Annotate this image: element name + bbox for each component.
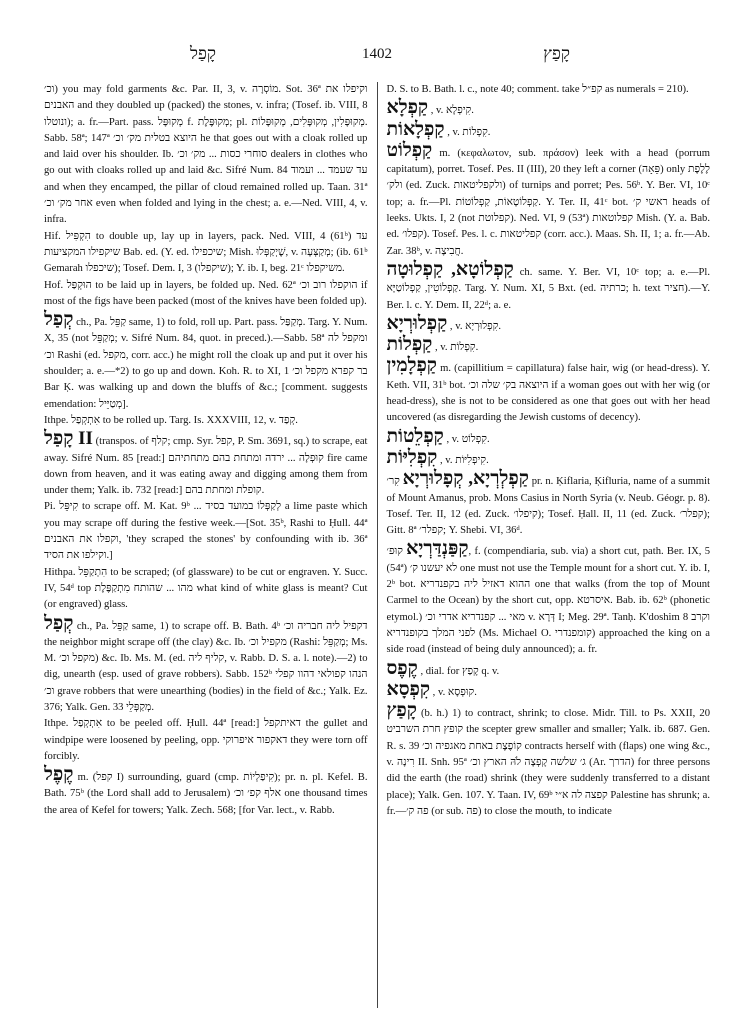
entry-definition: , dial. for קָפַץ q. v. [417, 665, 500, 677]
entry-paragraph: Pi. קִיפֵּל to scrape off. M. Kat. 9ᵇ ... לְקַפְּלוֹ במועד בסיד a lime paste which you may scrape off during the festive week.—[Sot. 35ᵇ, Rashi to Ḥull. 44ª וקפלו את האבנים, 'they scraped the stones' by confounding with ib. 36ª וקילפו את הסיד.] [44, 501, 368, 562]
entry-headword: קִפְסָא [386, 678, 431, 700]
dictionary-entry [387, 469, 711, 539]
entry-definition: , v. קִיפְלִיּוֹת. [437, 454, 489, 466]
entry-headword: קָפַץ [386, 700, 417, 722]
right-column [377, 82, 711, 1008]
entry-definition: ch., Pa. קַפֵּל same, 1) to scrape off. B. Bath. 4ᵇ דקפיל ליה חבריה וכ׳ the neighbor might scrape off (the clay) &c. Ib. מקפיל וכ׳ (Rashi: מְקַפֵּל; Ms. M. מקפל וכ׳) &c. Ib. Ms. M. (ed. קליף ליה, v. Rabb. D. S. a. l. note).—2) to dig, unearth (esp. used of grave robbers). Sabb. 152ᵇ הנהו קפולאי דהוו קפלי וכ׳ grave robbers that were unearthing (bodies) in the field of &c.; Yalk. Ez. 376; Yalk. Gen. 33 מְקַפְּלֵי. [44, 620, 368, 713]
entry-definition: , v. קִפְלוֹט. [443, 433, 490, 445]
dictionary-entry [387, 701, 711, 820]
dictionary-entry [387, 680, 711, 701]
entry-headword: קַפְלָמִין [386, 355, 437, 377]
entry-headword: קַפְלְרְיָא, קְפָלוּרְיָא [402, 468, 529, 490]
page-number: 1402 [362, 46, 392, 62]
entry-headword: קָפַל II [44, 428, 93, 450]
dictionary-entry [44, 310, 368, 413]
dictionary-entry [387, 427, 711, 448]
entry-paragraph: Ithpe. אִתְקְפַל to be peeled off. Ḥull. 44ª [read:] דאיתקפל the gullet and windpipe were loosened by peeling, opp. דאקפור איפרוקי they were torn off forcibly. [44, 718, 368, 762]
dictionary-entry [44, 429, 368, 499]
entry-definition: ch., Pa. קַפֵּל same, 1) to fold, roll up. Part. pass. מְקַפַּל. Targ. Y. Num. X, 35 (not מְקַפֵּל; v. Sifré Num. 84, quot. in preced.).—Sabb. 58ª ומקפל לה וכ׳ Rashi (ed. מקפל, corr. acc.) he might roll the cloak up and put it over his shoulder; a. e.—*2) to go up and down. Koh. R. to XI, 1 בר קפרא מקפל וכ׳ Bar Ḳ. was walking up and down the bluffs of &c.; [comment. suggests emendation: מְטַיֵּיל]. [44, 317, 368, 410]
entry-definition: קוּפ׳, f. (compendiaria, sub. via) a short cut, path. Ber. IX, 5 (54ª) לא יעשנו ק׳ one must not use the Temple mount for a short cut. Y. ib. I, 2ᵇ bot. ההוא דאזיל ליה בקפנדריא one that walks (from the top of Mount Carmel to the Ocean) by the short cut, opp. איסרטא. Bab. ib. 62ᵇ (phonetic etymol.) מאי ... קפנדריא אדרי וכ׳ v. דְּרָא I; Meg. 29ª. Tanḥ. K'doshim 8 וקרב לפני המלך בקופנדריא (Ms. Michael O. קומפנדרי) approached the king on a side road (instead of being duly announced); a. fr. [386, 546, 710, 656]
entry-headword: קֶפֶל [44, 764, 74, 786]
entry-paragraph: וכ׳) you may fold garments &c. Par. II, 3, v. מוֹסְרָה. Sot. 36ª וקיפלו את האבנים and they doubled up (packed) the stones, v. infra; (Tosef. ib. VIII, 8 ונוטלו); a. fr.—Part. pass. מְקוּפָּל f. מְקוּפֶּלֶת; pl. מְקוּפָּלִין, מְקוּפָּלִים, מְקוּפָּלוֹת. Sabb. 58ª; 147ª היוצא בטלית מק׳ וכ׳ he that goes out with a cloak rolled up and laid over his shoulder. Ib. סוחרי כסות ... מק׳ וכ׳ dealers in clothes who go out with cloaks rolled up and laid &c. Sifré Num. 84 עד שעמד ... ועמוד and when they encamped, the pillar of cloud remained rolled up. Taan. 31ª אחר מק׳ וכ׳ even when folded and lying in the chest; a. e.—Ned. VIII, 4, v. infra. [44, 84, 368, 226]
entry-definition: m. (capillitium = capillatura) false hair, wig (or head-dress). Y. Keth. VII, 31ᵇ bot. היוצאה בק׳ שלה וכ׳ if a woman goes out with her wig (or head-dress), she is not to be considered as one that goes out with her head uncovered (as disregarding the Jewish customs of decency). [386, 363, 710, 424]
dictionary-entry [387, 141, 711, 260]
entry-definition: m. (קפל I) surrounding, guard (cmp. קִיפַלְיוֹת); pr. n. pl. Kefel. B. Bath. 75ᵇ (the Lord shall add to Jerusalem) אלף קפ׳ וכ׳ one thousand times the area of Kefel for towers; Yalk. Zech. 568; [for Var. lect., v. Rabb. [44, 772, 368, 816]
entry-definition: , v. קִפְלוֹת. [444, 126, 491, 138]
entry-headword: קַפְלוֹת [386, 334, 433, 356]
entry-headword: קַפְלֵטוֹת [386, 425, 444, 447]
entry-headword: קַפַּנְדַּרְיָא [406, 538, 469, 560]
dictionary-entry [387, 335, 711, 356]
entry-headword: קַפְלָא [386, 97, 429, 119]
dictionary-entry [387, 98, 711, 119]
page-header [44, 44, 710, 68]
left-running-headword: קָפַל [190, 44, 216, 63]
left-column [44, 82, 377, 1008]
entry-definition: (transpos. of קלף; cmp. Syr. קפל, P. Sm. 3691, sq.) to scrape, eat away. Sifré Num. 85 [read:] קוּפְלָה ... ירדה ומתחת בהם מתחתיהם fire came down from heaven, and it was eating away and digging among them from under them; Yalk. ib. 732 [read:] קופלת ומחתת בהם. [44, 436, 368, 497]
dictionary-entry [387, 260, 711, 314]
dictionary-entry [387, 120, 711, 141]
entry-headword: קַפְלוֹטָא, קַפְלוּטָה [386, 258, 514, 280]
entry-definition: (b. h.) 1) to contract, shrink; to close. Midr. Till. to Ps. XXII, 20 קופץ חרת השרביט the scepter grew smaller and smaller; Yalk. ib. 687. Gen. R. s. 39 קוֹפֶצֶת באחת מאגפיה וכ׳ contracts herself with (flaps) one wing &c., v. רִינָה II. Snh. 95ª ג׳ שלשה קָפְצָה לֹהּ הארץ וכ׳ (Ar. הדרך) for three persons did the earth (the road) shrink (they were suddenly transferred to a distant place); Yalk. Gen. 107. Y. Taan. IV, 69ᵇ קפצה לה א״י Palestine has shrunk; a. fr.—פה ק׳ (or sub. פה) to close the mouth, to indicate [386, 708, 710, 817]
entry-headword: קַפְלוֹט [386, 139, 433, 161]
entry-definition: , v. קִיפְלָא. [428, 105, 474, 117]
entry-headword: קֶפֶס [386, 657, 418, 679]
dictionary-entry [387, 539, 711, 658]
dictionary-entry [387, 659, 711, 680]
entry-definition: , v. קוּפְסָא. [430, 686, 477, 698]
entry-paragraph: Hif. הִקְפִּיל to double up, lay up in layers, pack. Ned. VIII, 4 (61ᵇ) עד שיקפילו המקציעות Bab. ed. (Y. ed. שיכפילו; Mish. שֶׁיְקַפְּלוּ, v. מְקַצְּעָה; (ib. 61ᵇ Gemarah שיכפלו); Tosef. Dem. I, 3 (שיקפלו); Y. ib. I, beg. 21ᶜ משיקפלו. [44, 230, 368, 275]
entry-definition: , v. קִפְלוּרְיָא. [447, 320, 502, 332]
dictionary-entry [387, 356, 711, 426]
entry-headword: קְפַל [44, 309, 74, 331]
entry-paragraph: Ithpe. אִתְקְפַל to be rolled up. Targ. Is. XXXVIII, 12, v. קְפַד. [44, 414, 298, 426]
entry-headword: קַפְלוּרְיָא [386, 312, 448, 334]
entry-definition: ch. same. Y. Ber. VI, 10ᶜ top; a. e.—Pl. קַפְלוֹטִין, קַפְלוֹטַיָּא. Targ. Y. Num. XI, 5 Bxt. (ed. כרתיה; h. text חציר).—Y. Ber. l. c. Y. Dem. II, 22ᵈ; a. e. [386, 266, 710, 311]
entry-definition: m. (κεφαλωτον, sub. πράσον) leek with a head (porrum capitatum), porret. Tosef. Pes. II (III), 20 they left a corner (פֵּאָה) only לֶלֶפֶת ולק׳ (ed. Zuck. ולקפליטאות) of turnips and porret; Pes. 56ᵇ. Y. Ber. VI, 10ᶜ top; a. fr.—Pl. קַפְלוֹטָאוֹת, קַפְלוֹטוֹת. Y. Ter. II, 41ᶜ bot. ראשי ק׳ heads of leeks. Ukts. I, 2 (not קפלוטת). Ned. VI, 9 (53ª) קפלוטאות Mish. (Y. a. Bab. ed. קפלו׳). Tosef. Pes. l. c. קפליטאות (corr. acc.). Maas. Sh. II, 1; a. fr.—Ab. Zar. 38ᵇ, v. חֲבִיצָה. [386, 147, 710, 257]
dictionary-entry [387, 448, 711, 469]
entry-paragraph: Hof. הוּקְפַּל to be laid up in layers, be folded up. Ned. 62ª הוקפלו רוב וכ׳ if most of the figs have been packed (most of the knives have been folded up). [44, 279, 368, 307]
entry-headword: קְפַל [44, 612, 74, 634]
dictionary-entry [44, 614, 368, 717]
dictionary-entry [44, 765, 368, 819]
two-column-body [44, 82, 710, 1008]
entry-headword: קִפְלִיּוֹת [386, 446, 438, 468]
right-running-headword: קָפַץ [543, 44, 570, 63]
entry-paragraph: Hithpa. הִתְקַפֵּל to be scraped; (of glassware) to be cut or engraven. Y. Succ. IV, 54ᵈ top מהו ... שהותח מִתְקַפֶּלֶת what kind of white glass is meant? Cut (or engraved) glass. [44, 566, 368, 611]
entry-definition: קִר׳ pr. n. Ḳiflaria, Ḳifluria, name of a summit of Mount Amanus, prob. Mons Casius in North Syria (v. Neub. Géogr. p. 8). Tosef. Ter. II, 12 (ed. Zuck. קיפלו׳); Tosef. Ḥall. II, 11 (ed. Zuck. קפלר׳); Gitt. 8ª קפלר׳; Y. Shebi. VI, 36ᵈ. [386, 476, 710, 537]
entry-definition: , v. קִפְלוֹת. [432, 342, 479, 354]
entry-paragraph: D. S. to B. Bath. l. c., note 40; comment. take קפ״ל as numerals = 210). [386, 84, 689, 95]
entry-headword: קַפְלָאוֹת [386, 118, 445, 140]
dictionary-entry [387, 314, 711, 335]
